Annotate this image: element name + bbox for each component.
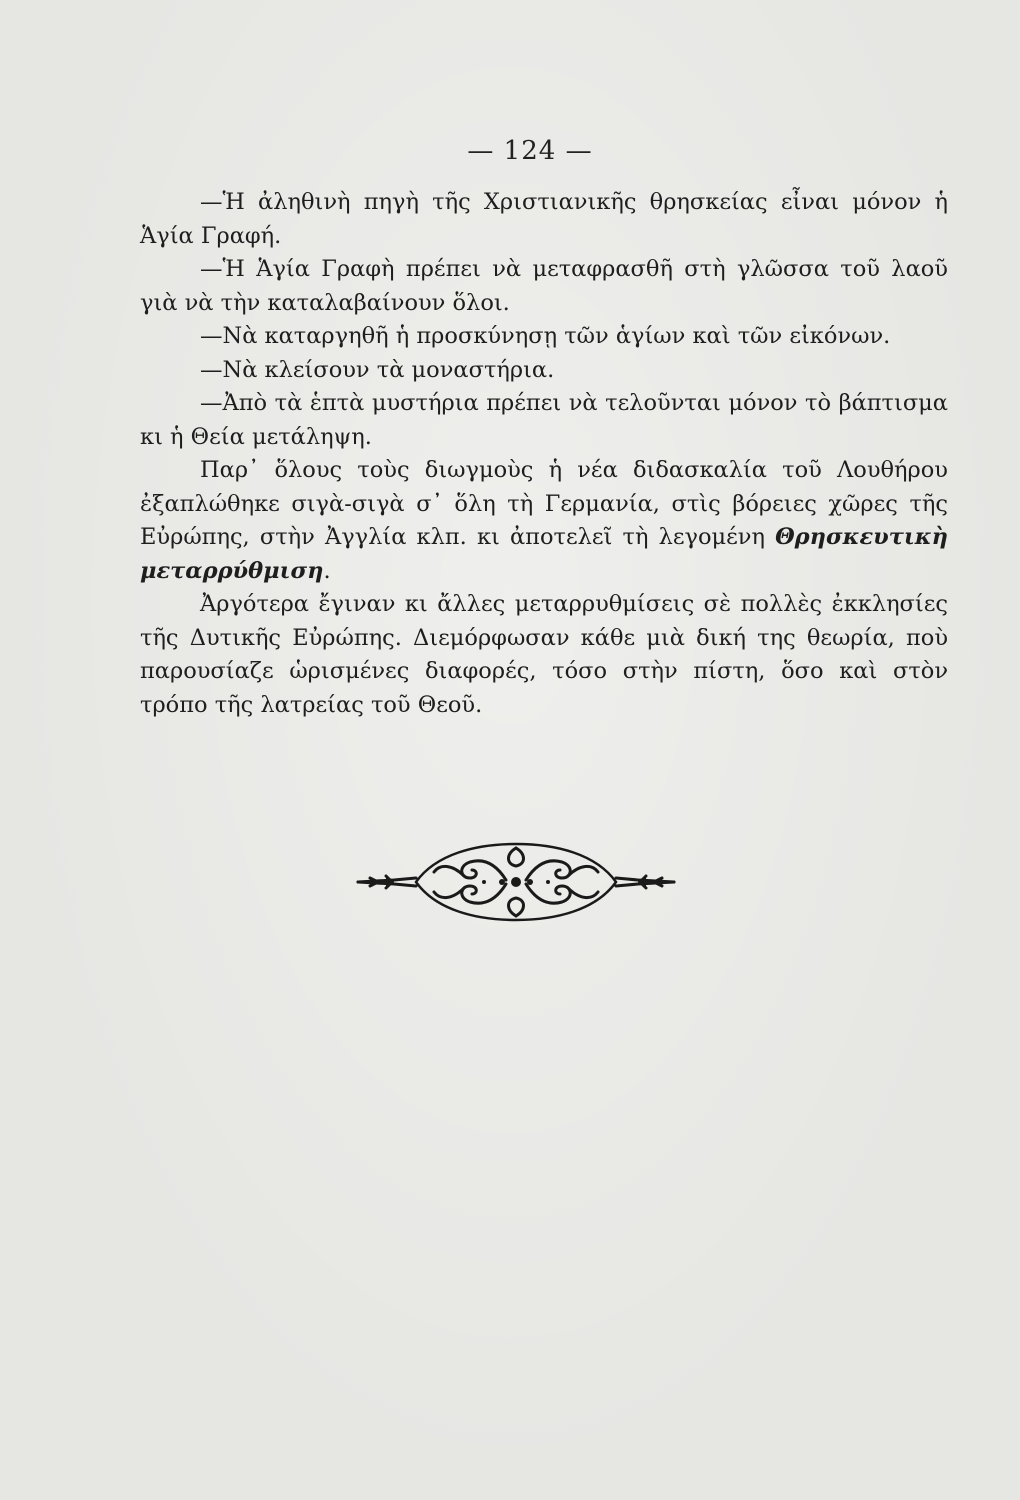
- paragraph-6: [140, 454, 948, 588]
- paragraph-4: —Νὰ κλείσουν τὰ μοναστήρια.: [200, 356, 555, 383]
- paragraph-3: —Νὰ καταργηθῆ ἡ προσκύνησῃ τῶν ἁγίων καὶ τῶν εἰκόνων.: [200, 323, 891, 349]
- paragraph-2: —Ἡ Ἁγία Γραφὴ πρέπει νὰ μεταφρασθῆ στὴ γλῶσσα τοῦ λαοῦ γιὰ νὰ τὴν καταλαβαίνουν ὅλοι.: [140, 256, 948, 316]
- reformation-term: Θρησκευτικὴ μεταρρύθμιση: [140, 524, 948, 584]
- paragraph-6-text: Παρ᾿ ὅλους τοὺς διωγμοὺς ἡ νέα διδασκαλία τοῦ Λουθήρου ἐξαπλώθηκε σιγὰ-σιγὰ σ᾿ ὅλη τὴ Γερμανία, στὶς βόρειες χῶρες τῆς Εὐρώπης, στὴν Ἀγγλία κλπ. κι ἀποτελεῖ τὴ λεγομένη: [140, 457, 948, 550]
- page-number: — 124 —: [467, 136, 593, 166]
- body-text: [140, 186, 948, 722]
- paragraph-7: Ἀργότερα ἔγιναν κι ἄλλες μεταρρυθμίσεις σὲ πολλὲς ἐκκλησίες τῆς Δυτικῆς Εὐρώπης. Διεμόρφωσαν κάθε μιὰ δική της θεωρία, ποὺ παρουσίαζε ὡρισμένες διαφορές, τόσο στὴν πίστη, ὅσο καὶ στὸν τρόπο τῆς λατρείας τοῦ Θεοῦ.: [140, 591, 948, 718]
- paragraph-5: —Ἀπὸ τὰ ἑπτὰ μυστήρια πρέπει νὰ τελοῦνται μόνον τὸ βάπτισμα κι ἡ Θεία μετάληψη.: [140, 390, 948, 450]
- paragraph-1: —Ἡ ἀληθινὴ πηγὴ τῆς Χριστιανικῆς θρησκείας εἶναι μόνον ἡ Ἁγία Γραφή.: [140, 189, 948, 249]
- ornament-icon: [356, 834, 676, 930]
- paragraph-6-end: .: [323, 557, 331, 584]
